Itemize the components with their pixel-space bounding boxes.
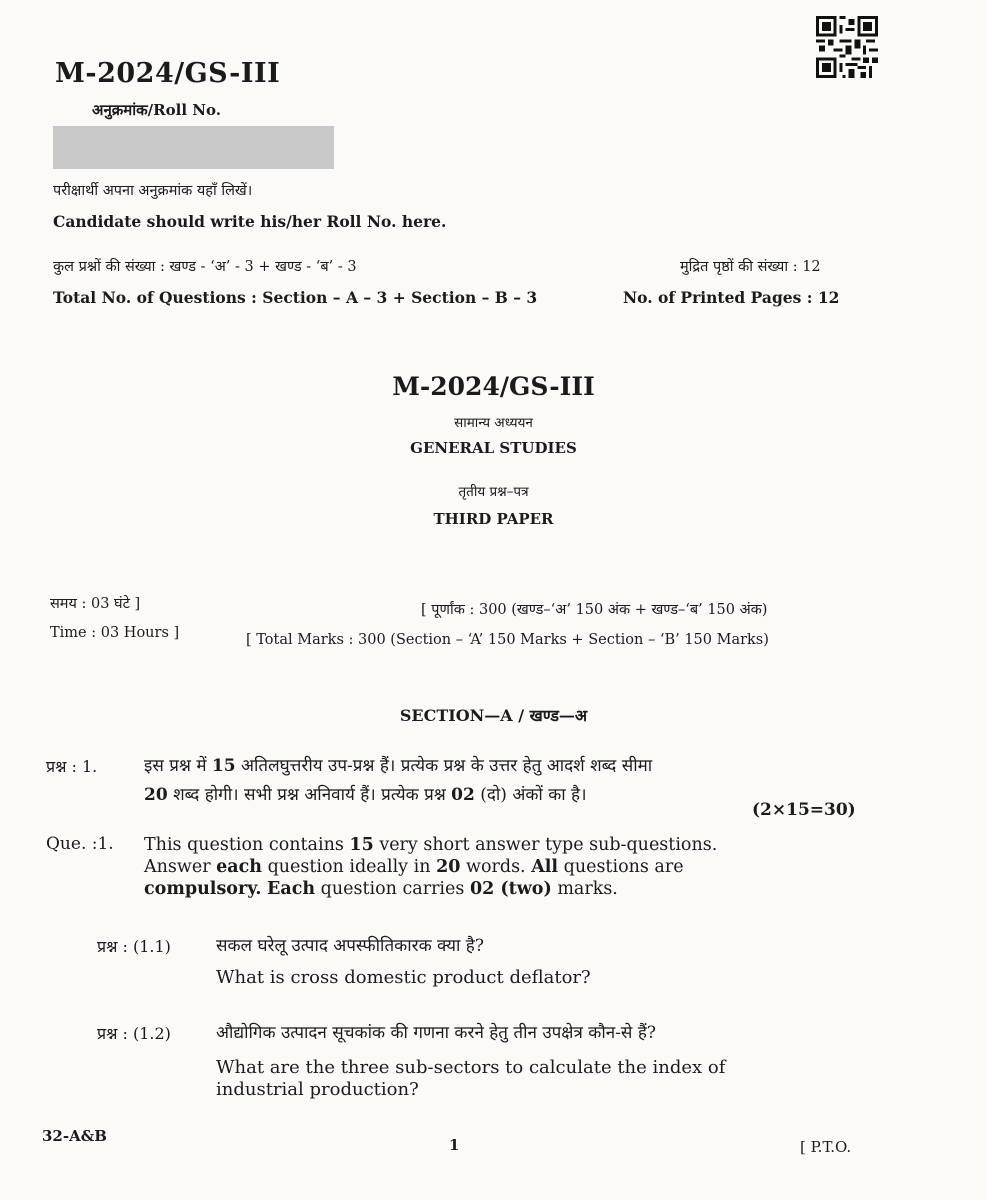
section-title: SECTION—A / खण्ड—अ [399, 706, 588, 725]
question-1-text-hindi [144, 752, 824, 810]
subquestion-1-1-english: What is cross domestic product deflator? [216, 967, 591, 988]
text-fragment: This question contains [144, 835, 350, 855]
roll-instruction-hindi: परीक्षार्थी अपना अनुक्रमांक यहाँ लिखें। [53, 183, 253, 199]
total-questions-english: Total No. of Questions : Section – A – 3 + Section – B – 3 [53, 288, 538, 307]
text-fragment: marks. [551, 879, 618, 899]
roll-number-box [53, 126, 334, 169]
paper-hindi: तृतीय प्रश्न–पत्र [458, 484, 529, 500]
text-fragment: अतिलघुत्तरीय उप-प्रश्न हैं। प्रत्येक प्रश्न के उत्तर हेतु आदर्श शब्द सीमा [235, 756, 653, 776]
question-1-label-english: Que. :1. [46, 834, 114, 854]
subquestion-1-1-hindi: सकल घरेलू उत्पाद अपस्फीतिकारक क्या है? [216, 936, 484, 956]
please-turn-over: [ P.T.O. [800, 1138, 852, 1156]
question-1-english-line-2 [144, 856, 844, 878]
subject-english: GENERAL STUDIES [410, 439, 577, 457]
text-fragment: each [216, 857, 263, 877]
subquestion-1-2-english-line-1: What are the three sub-sectors to calculate the index of [216, 1057, 726, 1078]
text-fragment: (दो) अंकों का है। [474, 785, 587, 805]
paper-english: THIRD PAPER [433, 510, 554, 528]
question-1-english-line-1 [144, 834, 844, 856]
text-fragment: Answer [144, 857, 217, 877]
roll-instruction-english: Candidate should write his/her Roll No. here. [53, 212, 447, 231]
paper-title-code: M-2024/GS-III [392, 372, 595, 401]
text-fragment: 20 [436, 857, 461, 877]
qr-code-icon [816, 16, 878, 78]
paper-code: M-2024/GS-III [55, 58, 281, 89]
text-fragment: 02 (two) [469, 879, 552, 899]
text-fragment: इस प्रश्न में [144, 756, 212, 776]
printed-pages-hindi: मुद्रित पृष्ठों की संख्या : 12 [680, 259, 821, 275]
text-fragment: 20 [144, 785, 168, 805]
subject-hindi: सामान्य अध्ययन [454, 415, 533, 431]
text-fragment: question carries [315, 879, 470, 899]
subquestion-1-2-english-line-2: industrial production? [216, 1079, 419, 1100]
text-fragment: compulsory. [144, 879, 262, 899]
subquestion-1-1-label: प्रश्न : (1.1) [97, 937, 171, 956]
text-fragment: 15 [349, 835, 374, 855]
text-fragment: शब्द होगी। सभी प्रश्न अनिवार्य हैं। प्रत्येक प्रश्न [167, 785, 452, 805]
question-1-hindi-line-2 [144, 781, 824, 810]
subquestion-1-2-hindi: औद्योगिक उत्पादन सूचकांक की गणना करने हेतु तीन उपक्षेत्र कौन-से हैं? [216, 1023, 656, 1043]
time-english: Time : 03 Hours ] [50, 625, 180, 641]
text-fragment: very short answer type sub-questions. [373, 835, 718, 855]
total-questions-hindi: कुल प्रश्नों की संख्या : खण्ड - ‘अ’ - 3 + खण्ड - ‘ब’ - 3 [53, 259, 357, 275]
time-hindi: समय : 03 घंटे ] [50, 596, 141, 612]
footer-code: 32-A&B [42, 1127, 107, 1145]
roll-number-label: अनुक्रमांक/Roll No. [92, 101, 221, 119]
marks-hindi: [ पूर्णांक : 300 (खण्ड–‘अ’ 150 अंक + खण्ड–‘ब’ 150 अंक) [421, 602, 768, 618]
text-fragment: 02 [451, 785, 475, 805]
page-number: 1 [449, 1136, 460, 1154]
question-1-hindi-line-1 [144, 752, 824, 781]
text-fragment: All [531, 857, 559, 877]
text-fragment: questions are [558, 857, 684, 877]
question-1-text-english [144, 834, 844, 900]
subquestion-1-2-english [216, 1057, 836, 1101]
subquestion-1-2-label: प्रश्न : (1.2) [97, 1024, 171, 1043]
printed-pages-english: No. of Printed Pages : 12 [623, 288, 840, 307]
question-1-english-line-3 [144, 878, 844, 900]
text-fragment: words. [460, 857, 532, 877]
question-1-marks: (2×15=30) [752, 800, 856, 820]
text-fragment: question ideally in [262, 857, 437, 877]
text-fragment: 15 [211, 756, 236, 776]
question-1-label-hindi: प्रश्न : 1. [46, 757, 98, 776]
text-fragment: Each [267, 879, 316, 899]
marks-english: [ Total Marks : 300 (Section – ‘A’ 150 Marks + Section – ‘B’ 150 Marks) [246, 632, 769, 648]
